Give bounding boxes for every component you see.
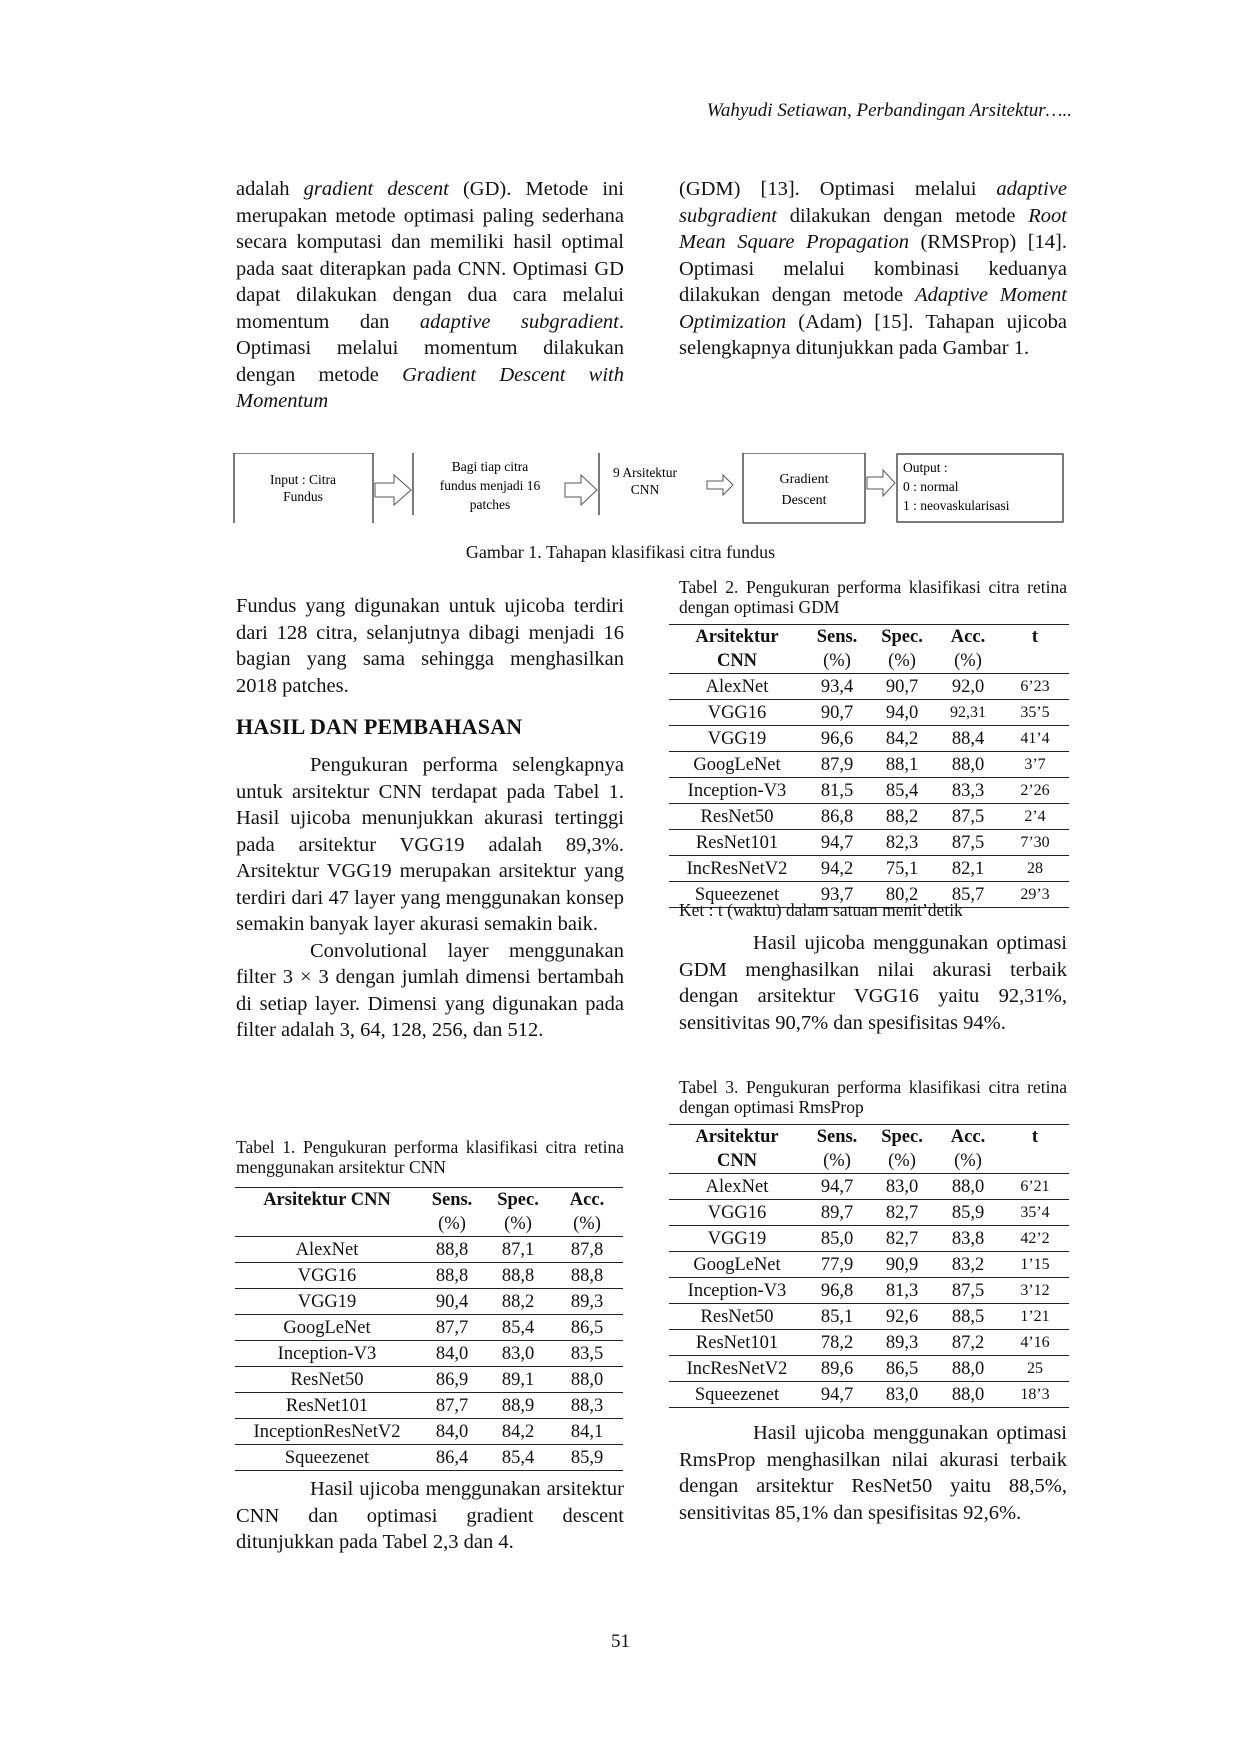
table-cell: ResNet101 [695, 832, 779, 853]
figure1-caption: Gambar 1. Tahapan klasifikasi citra fundus [465, 542, 776, 562]
left-body-end [236, 1476, 624, 1556]
table1-caption: Tabel 1. Pengukuran performa klasifikasi citra retina menggunakan arsitektur CNN [236, 1137, 624, 1177]
table-cell: ResNet50 [700, 806, 774, 827]
table-row [669, 778, 1069, 804]
table-cell: 85,4 [885, 780, 919, 801]
table-cell: 35’5 [1020, 703, 1050, 721]
table-row [669, 856, 1069, 882]
table-cell: 86,5 [570, 1317, 604, 1338]
table-cell: ResNet101 [285, 1395, 369, 1416]
table3-header-cell: (%) [954, 1151, 982, 1171]
table-row [235, 1263, 623, 1289]
intro-paragraph-right: (GDM) [13]. Optimasi melalui adaptive subgradient dilakukan dengan metode Root Mean Square Propagation (RMSProp) [14]. Optimasi melalui kombinasi keduanya dilakukan dengan metode Adaptive Moment Optimization (Adam) [15]. Tahapan ujicoba selengkapnya ditunjukkan pada Gambar 1. [679, 178, 1067, 359]
table2-header-cell [1001, 649, 1069, 674]
table-cell: 94,7 [820, 1176, 854, 1197]
table-cell: 96,6 [820, 728, 854, 749]
table-cell: ResNet50 [700, 1306, 774, 1327]
table-row [235, 1341, 623, 1367]
svg-text:Input : Citra: Input : Citra [270, 472, 336, 487]
right-intro-column [679, 176, 1067, 362]
table-cell: 92,0 [951, 676, 985, 697]
table2-header-cell: (%) [888, 651, 916, 671]
table-cell: 87,8 [570, 1239, 604, 1260]
table2-header-cell: Arsitektur [695, 626, 779, 647]
table-cell: 3’12 [1020, 1281, 1050, 1299]
table-row [669, 804, 1069, 830]
table-cell: 94,7 [820, 1384, 854, 1405]
table-row [669, 752, 1069, 778]
table-cell: 88,9 [501, 1395, 535, 1416]
table2-header-cell: (%) [823, 651, 851, 671]
table-cell: 2’26 [1020, 781, 1050, 799]
flow-box-output [897, 454, 1063, 522]
table-cell: 87,9 [820, 754, 854, 775]
table-row [235, 1393, 623, 1419]
table-cell: 42’2 [1020, 1229, 1050, 1247]
flow-arrow-2 [565, 475, 597, 505]
table-cell: 1’15 [1020, 1255, 1050, 1273]
table-cell: 90,9 [885, 1254, 919, 1275]
table-cell: 1’21 [1020, 1307, 1050, 1325]
table-cell: 85,4 [501, 1317, 535, 1338]
table-cell: GoogLeNet [693, 754, 781, 775]
table-row [235, 1315, 623, 1341]
table-cell: 88,0 [951, 1176, 985, 1197]
table-cell: 87,5 [951, 1280, 985, 1301]
table-cell: 77,9 [820, 1254, 854, 1275]
figure1-flow-diagram [233, 453, 1065, 525]
table-cell: 28 [1027, 859, 1043, 877]
table3-header-cell: Arsitektur [695, 1126, 779, 1147]
table-cell: 88,2 [885, 806, 919, 827]
table-cell: 88,2 [501, 1291, 535, 1312]
table-cell: 18’3 [1020, 1385, 1050, 1403]
table1-header-cell: Arsitektur CNN [263, 1189, 391, 1210]
table-cell: IncResNetV2 [686, 1358, 788, 1379]
table-cell: Inception-V3 [687, 1280, 787, 1301]
flow-box-gradient [743, 453, 865, 523]
paragraph-hasil: Pengukuran performa selengkapnya untuk arsitektur CNN terdapat pada Tabel 1. Hasil ujicoba menunjukkan akurasi tertinggi pada arsitektur VGG19 adalah 89,3%. Arsitektur VGG19 merupakan arsitektur yang terdiri dari 47 layer yang menggunakan konsep semakin banyak layer akurasi semakin baik. [236, 754, 624, 935]
table2-header-units-row [669, 649, 1069, 674]
table-cell: 83,3 [951, 780, 985, 801]
table-cell: AlexNet [705, 676, 769, 697]
table-cell: 75,1 [885, 858, 919, 879]
table-cell: AlexNet [705, 1176, 769, 1197]
table-cell: 92,31 [950, 703, 986, 721]
table-row [669, 726, 1069, 752]
table-cell: 82,7 [885, 1202, 919, 1223]
table1-header-row [235, 1188, 623, 1213]
table-cell: 89,6 [820, 1358, 854, 1379]
svg-text:1 : neovaskularisasi: 1 : neovaskularisasi [903, 498, 1010, 513]
table-row [669, 1252, 1069, 1278]
paragraph-table-reference: Hasil ujicoba menggunakan arsitektur CNN dan optimasi gradient descent ditunjukkan pada Tabel 2,3 dan 4. [236, 1478, 624, 1553]
table-cell: 88,0 [570, 1369, 604, 1390]
table-cell: 85,1 [820, 1306, 854, 1327]
table-cell: 89,3 [885, 1332, 919, 1353]
table3-header-cell: t [1031, 1126, 1039, 1147]
paragraph-rmsprop-result: Hasil ujicoba menggunakan optimasi RmsProp menghasilkan nilai akurasi terbaik dengan arsitektur ResNet50 yaitu 88,5%, sensitivitas 85,1% dan spesifisitas 92,6%. [679, 1422, 1067, 1524]
table-cell: 93,7 [820, 884, 854, 905]
table2-header-cell: (%) [954, 651, 982, 671]
table-cell: 88,1 [885, 754, 919, 775]
table-cell: 83,0 [885, 1176, 919, 1197]
table-cell: 41’4 [1020, 729, 1050, 747]
table-cell: 86,9 [435, 1369, 469, 1390]
table1-header-cell: (%) [438, 1214, 466, 1234]
table-row [669, 1356, 1069, 1382]
table-cell: 87,5 [951, 832, 985, 853]
table-cell: 93,4 [820, 676, 854, 697]
table-cell: 90,4 [435, 1291, 469, 1312]
table-cell: 88,0 [951, 754, 985, 775]
flow-box-patches [413, 453, 540, 515]
table2-header-row [669, 625, 1069, 650]
table-cell: 85,9 [951, 1202, 985, 1223]
table-cell: 81,5 [820, 780, 854, 801]
table-cell: AlexNet [295, 1239, 359, 1260]
table-cell: 89,7 [820, 1202, 854, 1223]
table-cell: 96,8 [820, 1280, 854, 1301]
flow-box-input [234, 453, 373, 523]
table-cell: 94,0 [885, 702, 919, 723]
table-cell: IncResNetV2 [686, 858, 788, 879]
table-cell: 87,7 [435, 1317, 469, 1338]
table2-note: Ket : t (waktu) dalam satuan menit’detik [679, 900, 963, 920]
table-cell: 87,2 [951, 1332, 985, 1353]
left-intro-column [236, 176, 624, 415]
table2-header-cell: CNN [716, 651, 758, 671]
table-cell: Squeezenet [694, 1384, 780, 1405]
table-row [669, 1382, 1069, 1408]
left-body-fundus [236, 593, 624, 699]
table-cell: 88,5 [951, 1306, 985, 1327]
table-row [669, 830, 1069, 856]
right-body-gdm [679, 930, 1067, 1036]
section-heading: HASIL DAN PEMBAHASAN [236, 714, 523, 739]
svg-text:Bagi tiap citra: Bagi tiap citra [451, 459, 529, 474]
svg-text:9 Arsitektur: 9 Arsitektur [612, 465, 678, 480]
table3-header-cell: Sens. [816, 1126, 858, 1147]
svg-text:0 : normal: 0 : normal [903, 479, 959, 494]
right-body-rmsprop [679, 1420, 1067, 1526]
table-cell: 6’21 [1020, 1177, 1050, 1195]
table3-header-cell: (%) [823, 1151, 851, 1171]
table-row [669, 1174, 1069, 1200]
table-cell: GoogLeNet [693, 1254, 781, 1275]
table-cell: 86,8 [820, 806, 854, 827]
table-cell: 35’4 [1020, 1203, 1050, 1221]
table-cell: 84,1 [570, 1421, 604, 1442]
table2-header-cell: Acc. [950, 626, 986, 647]
svg-text:Gradient: Gradient [779, 472, 829, 487]
table-row [235, 1419, 623, 1445]
flow-arrow-3 [707, 475, 733, 495]
table-cell: 87,7 [435, 1395, 469, 1416]
table1-header-cell: (%) [573, 1214, 601, 1234]
table-cell: Inception-V3 [687, 780, 787, 801]
table-cell: 6’23 [1020, 677, 1050, 695]
table-cell: 82,7 [885, 1228, 919, 1249]
table-cell: 88,4 [951, 728, 985, 749]
table3-caption: Tabel 3. Pengukuran performa klasifikasi citra retina dengan optimasi RmsProp [679, 1077, 1067, 1117]
table-cell: 86,4 [435, 1447, 469, 1468]
paragraph-fundus: Fundus yang digunakan untuk ujicoba terdiri dari 128 citra, selanjutnya dibagi menjadi 16 bagian yang sama sehingga menghasilkan 2018 patches. [236, 595, 624, 697]
table-row [669, 674, 1069, 700]
table-cell: Squeezenet [284, 1447, 370, 1468]
table-cell: 83,8 [951, 1228, 985, 1249]
table-cell: VGG16 [707, 1202, 767, 1223]
table3-header-cell: CNN [716, 1151, 758, 1171]
table-cell: 87,1 [501, 1239, 535, 1260]
table-cell: ResNet101 [695, 1332, 779, 1353]
table-cell: Squeezenet [694, 884, 780, 905]
table-cell: 82,3 [885, 832, 919, 853]
svg-text:Fundus: Fundus [283, 489, 323, 504]
table-cell: 85,4 [501, 1447, 535, 1468]
table1-header-cell [235, 1212, 419, 1237]
table-row [669, 1304, 1069, 1330]
table-cell: 94,2 [820, 858, 854, 879]
table-cell: VGG19 [707, 1228, 767, 1249]
table-cell: VGG19 [707, 728, 767, 749]
table-row [669, 1330, 1069, 1356]
table-cell: 3’7 [1024, 755, 1046, 773]
table1-header-cell: Spec. [497, 1189, 539, 1210]
svg-text:CNN: CNN [630, 482, 660, 497]
table2-header-cell: t [1031, 626, 1039, 647]
table-cell: VGG19 [297, 1291, 357, 1312]
table-cell: 83,2 [951, 1254, 985, 1275]
table-cell: 88,8 [435, 1239, 469, 1260]
table-row [235, 1237, 623, 1263]
table2 [669, 624, 1069, 908]
table-cell: VGG16 [297, 1265, 357, 1286]
table-cell: 88,8 [435, 1265, 469, 1286]
table1-header-cell: Sens. [431, 1189, 473, 1210]
table-cell: 84,0 [435, 1343, 469, 1364]
table-cell: 81,3 [885, 1280, 919, 1301]
table3-header-units-row [669, 1149, 1069, 1174]
svg-text:Descent: Descent [781, 493, 827, 508]
table-cell: 84,0 [435, 1421, 469, 1442]
table-row [235, 1289, 623, 1315]
table2-header-cell: Spec. [881, 626, 923, 647]
table-row [669, 1278, 1069, 1304]
table-row [235, 1367, 623, 1393]
table-cell: 90,7 [820, 702, 854, 723]
table-cell: 80,2 [885, 884, 919, 905]
svg-text:patches: patches [469, 497, 511, 512]
table-cell: 85,9 [570, 1447, 604, 1468]
table1-header-cell: Acc. [569, 1189, 605, 1210]
table-cell: 86,5 [885, 1358, 919, 1379]
table1-header-units-row [235, 1212, 623, 1237]
table3-header-cell: Acc. [950, 1126, 986, 1147]
table-cell: 85,0 [820, 1228, 854, 1249]
table-row [669, 700, 1069, 726]
svg-text:Output :: Output : [903, 460, 948, 475]
table-cell: 83,5 [570, 1343, 604, 1364]
table-cell: 92,6 [885, 1306, 919, 1327]
table-cell: Inception-V3 [277, 1343, 377, 1364]
table2-caption: Tabel 2. Pengukuran performa klasifikasi citra retina dengan optimasi GDM [679, 577, 1067, 617]
table-cell: 90,7 [885, 676, 919, 697]
table-cell: 85,7 [951, 884, 985, 905]
table3 [669, 1124, 1069, 1408]
svg-text:fundus menjadi 16: fundus menjadi 16 [439, 478, 541, 493]
table-cell: 4’16 [1020, 1333, 1050, 1351]
table1-header-cell: (%) [504, 1214, 532, 1234]
table-cell: 88,8 [570, 1265, 604, 1286]
table3-header-cell: (%) [888, 1151, 916, 1171]
paragraph-convolutional: Convolutional layer menggunakan filter 3 × 3 dengan jumlah dimensi bertambah di setiap layer. Dimensi yang digunakan pada filter adalah 3, 64, 128, 256, dan 512. [236, 939, 624, 1041]
table-cell: 89,3 [570, 1291, 604, 1312]
running-head: Wahyudi Setiawan, Perbandingan Arsitektur….. [706, 100, 1072, 121]
table-cell: 83,0 [885, 1384, 919, 1405]
flow-arrow-1 [375, 475, 411, 505]
table-cell: InceptionResNetV2 [253, 1421, 401, 1442]
left-body-results [236, 752, 624, 1044]
flow-arrow-4 [867, 470, 895, 496]
table-cell: 7’30 [1020, 833, 1050, 851]
table-cell: GoogLeNet [283, 1317, 371, 1338]
table-cell: 29’3 [1020, 885, 1050, 903]
table-cell: 89,1 [501, 1369, 535, 1390]
table-cell: 78,2 [820, 1332, 854, 1353]
page-number: 51 [611, 1631, 630, 1652]
table-row [669, 1226, 1069, 1252]
table-cell: 84,2 [501, 1421, 535, 1442]
table-cell: ResNet50 [290, 1369, 364, 1390]
table-cell: 94,7 [820, 832, 854, 853]
table1 [235, 1187, 623, 1471]
table-cell: 25 [1027, 1359, 1043, 1377]
table-cell: VGG16 [707, 702, 767, 723]
intro-paragraph-left: adalah gradient descent (GD). Metode ini merupakan metode optimasi paling sederhana secara komputasi dan memiliki hasil optimal pada saat diterapkan pada CNN. Optimasi GD dapat dilakukan dengan dua cara melalui momentum dan adaptive subgradient. Optimasi melalui momentum dilakukan dengan metode Gradient Descent with Momentum [236, 178, 624, 412]
table-row [669, 1200, 1069, 1226]
table-cell: 2’4 [1024, 807, 1046, 825]
table-cell: 88,3 [570, 1395, 604, 1416]
table-cell: 88,0 [951, 1358, 985, 1379]
table3-header-cell [1001, 1149, 1069, 1174]
table3-header-row [669, 1125, 1069, 1150]
table-cell: 84,2 [885, 728, 919, 749]
table-cell: 88,0 [951, 1384, 985, 1405]
flow-box-cnn [599, 453, 678, 515]
table-cell: 82,1 [951, 858, 985, 879]
table-row [235, 1445, 623, 1471]
table-cell: 83,0 [501, 1343, 535, 1364]
table-cell: 87,5 [951, 806, 985, 827]
paragraph-gdm-result: Hasil ujicoba menggunakan optimasi GDM menghasilkan nilai akurasi terbaik dengan arsitektur VGG16 yaitu 92,31%, sensitivitas 90,7% dan spesifisitas 94%. [679, 932, 1067, 1034]
table3-header-cell: Spec. [881, 1126, 923, 1147]
table2-header-cell: Sens. [816, 626, 858, 647]
table-cell: 88,8 [501, 1265, 535, 1286]
